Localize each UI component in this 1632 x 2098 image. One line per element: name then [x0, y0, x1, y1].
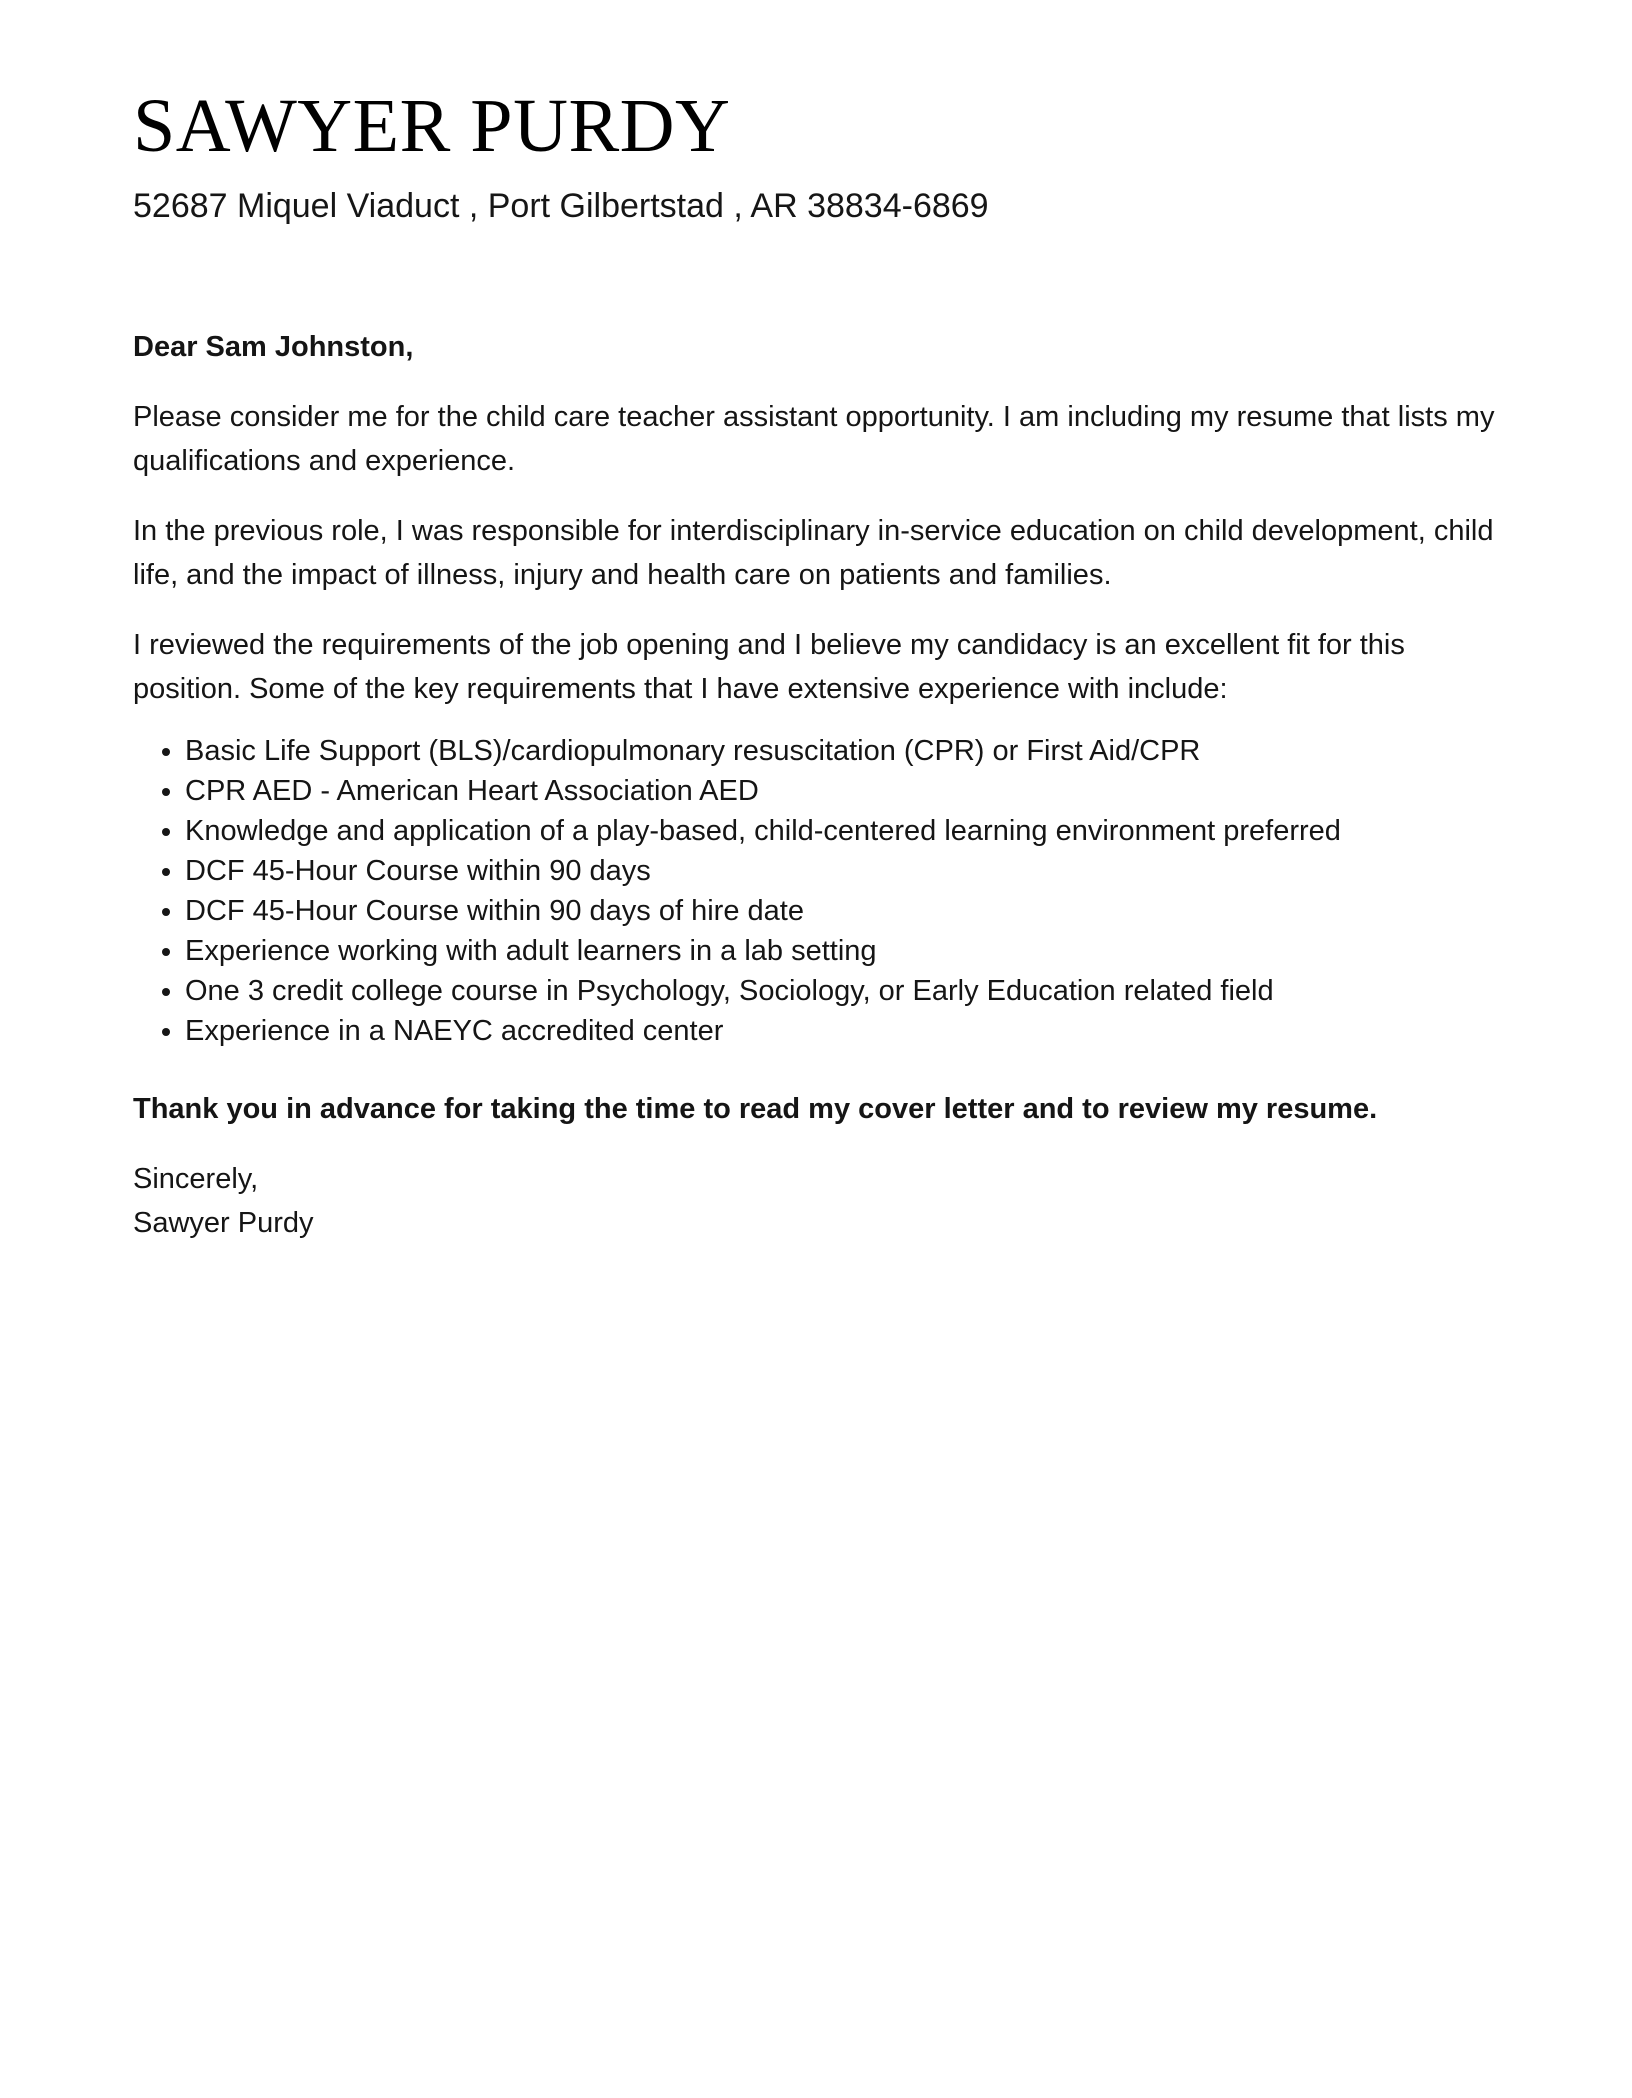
paragraph-intro: Please consider me for the child care teacher assistant opportunity. I am including my resume that lists my qualifications and experience. — [133, 400, 1495, 477]
paragraph-requirements-lead: I reviewed the requirements of the job opening and I believe my candidacy is an excellent fit for this position. Some of the key requirements that I have extensive experience with include: — [133, 628, 1405, 705]
thank-you-line: Thank you in advance for taking the time to read my cover letter and to review my resume. — [133, 1092, 1378, 1125]
requirement-item: • Experience working with adult learners in a lab setting — [185, 931, 1519, 971]
salutation: Dear Sam Johnston, — [133, 330, 414, 363]
letter-header — [133, 84, 1519, 227]
requirement-item: • Basic Life Support (BLS)/cardiopulmonary resuscitation (CPR) or First Aid/CPR — [185, 731, 1519, 771]
closing-word: Sincerely, — [133, 1162, 259, 1195]
requirements-list — [133, 731, 1519, 1051]
requirement-item: • Knowledge and application of a play-based, child-centered learning environment preferred — [185, 811, 1519, 851]
requirement-item: • DCF 45-Hour Course within 90 days of hire date — [185, 891, 1519, 931]
requirement-item: • DCF 45-Hour Course within 90 days — [185, 851, 1519, 891]
requirement-item: • CPR AED - American Heart Association AED — [185, 771, 1519, 811]
requirement-item: • Experience in a NAEYC accredited center — [185, 1011, 1519, 1051]
signature-name: Sawyer Purdy — [133, 1206, 314, 1239]
sender-address: 52687 Miquel Viaduct , Port Gilbertstad , AR 38834-6869 — [133, 187, 989, 225]
requirement-item: • One 3 credit college course in Psychology, Sociology, or Early Education related field — [185, 971, 1519, 1011]
paragraph-previous-role: In the previous role, I was responsible for interdisciplinary in-service education on child development, child life, and the impact of illness, injury and health care on patients and families. — [133, 514, 1494, 591]
closing-block — [133, 1157, 1519, 1245]
letter-body — [133, 325, 1519, 1245]
sender-name: SAWYER PURDY — [133, 84, 731, 168]
